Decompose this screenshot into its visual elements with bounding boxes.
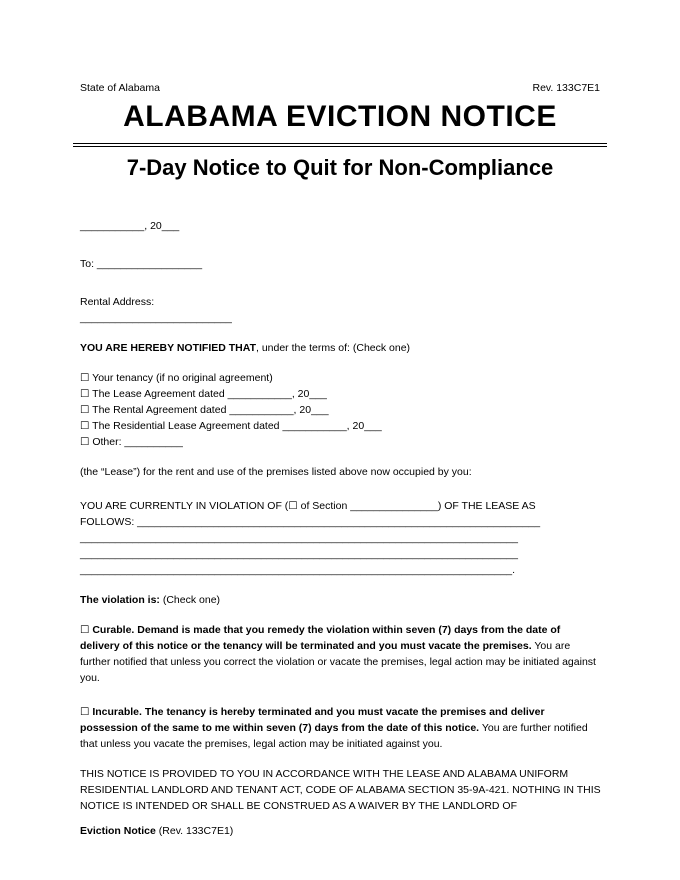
page-footer: Eviction Notice (Rev. 133C7E1) xyxy=(80,825,234,837)
violation-section xyxy=(80,498,602,578)
checkbox-icon[interactable]: ☐ xyxy=(80,404,90,416)
lease-option[interactable]: ☐ The Rental Agreement dated ___________, 20___ xyxy=(80,404,329,416)
to-field[interactable]: To: __________________ xyxy=(80,258,203,270)
violation-line[interactable]: ___________________________________________________________________________ xyxy=(80,532,518,544)
header-line xyxy=(80,82,600,96)
lease-option[interactable]: ☐ The Residential Lease Agreement dated ___________, 20___ xyxy=(80,420,382,432)
title-divider-second xyxy=(73,146,607,147)
checkbox-icon[interactable]: ☐ xyxy=(80,436,90,448)
violation-line[interactable]: YOU ARE CURRENTLY IN VIOLATION OF (☐ of Section _______________) OF THE LEASE AS xyxy=(80,500,536,512)
lease-options-list xyxy=(80,370,602,450)
curable-option[interactable] xyxy=(80,622,602,686)
violation-line[interactable]: FOLLOWS: _____________________________________________________________________ xyxy=(80,516,541,528)
violation-line[interactable]: __________________________________________________________________________. xyxy=(80,564,516,576)
title-divider xyxy=(73,143,607,144)
checkbox-icon[interactable]: ☐ xyxy=(80,624,90,636)
curable-bold: Curable. Demand is made that you remedy the violation within seven (7) days from the date of delivery of this notice or the tenancy will be terminated and you must vacate the premises. xyxy=(80,624,561,652)
document-title: ALABAMA EVICTION NOTICE xyxy=(123,100,557,133)
notified-bold: YOU ARE HEREBY NOTIFIED THAT xyxy=(80,342,256,354)
checkbox-icon[interactable]: ☐ xyxy=(80,372,90,384)
legal-notice: THIS NOTICE IS PROVIDED TO YOU IN ACCORDANCE WITH THE LEASE AND ALABAMA UNIFORM RESIDENTIAL LANDLORD AND TENANT ACT, CODE OF ALABAMA SECTION 35-9A-421. NOTHING IN THIS NOTICE IS INTENDED OR SHALL BE CONSTRUED AS A WAIVER BY THE LANDLORD OF xyxy=(80,768,601,812)
lease-description: (the “Lease”) for the rent and use of the premises listed above now occupied by you: xyxy=(80,466,472,478)
revision-label: Rev. 133C7E1 xyxy=(532,82,600,94)
lease-option[interactable]: ☐ The Lease Agreement dated ___________, 20___ xyxy=(80,388,327,400)
document-body xyxy=(80,218,602,814)
curable-rest: You are further notified that unless you correct the violation or vacate the premises, legal action may be initiated against you. xyxy=(80,640,596,684)
checkbox-icon[interactable]: ☐ xyxy=(80,420,90,432)
violation-type-heading: The violation is: (Check one) xyxy=(80,594,221,606)
violation-line[interactable]: ___________________________________________________________________________ xyxy=(80,548,518,560)
rental-address-label: Rental Address: xyxy=(80,296,155,308)
lease-option[interactable]: ☐ Other: __________ xyxy=(80,436,183,448)
checkbox-icon[interactable]: ☐ xyxy=(80,388,90,400)
checkbox-icon[interactable]: ☐ xyxy=(80,706,90,718)
notified-statement xyxy=(80,340,602,356)
date-field[interactable]: ___________, 20___ xyxy=(80,220,180,232)
notified-rest: , under the terms of: (Check one) xyxy=(255,342,411,354)
lease-option[interactable]: ☐ Your tenancy (if no original agreement) xyxy=(80,372,273,384)
incurable-option[interactable] xyxy=(80,704,602,752)
document-subtitle: 7-Day Notice to Quit for Non-Compliance xyxy=(126,155,554,180)
incurable-bold: Incurable. The tenancy is hereby terminated and you must vacate the premises and deliver possession of the same to me within seven (7) days from the date of this notice. xyxy=(80,706,545,734)
rental-address-field[interactable]: __________________________ xyxy=(80,312,232,324)
incurable-rest: You are further notified that unless you vacate the premises, legal action may be initiated against you. xyxy=(80,722,588,750)
state-label: State of Alabama xyxy=(80,82,160,94)
